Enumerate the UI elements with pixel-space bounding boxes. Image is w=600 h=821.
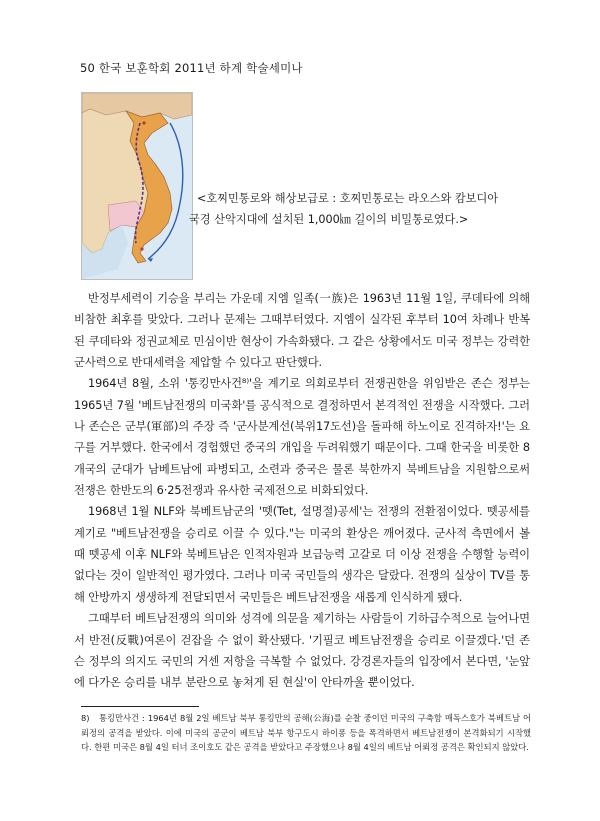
paragraph: 1964년 8월, 소위 '통킹만사건⁸⁾'을 계기로 의회로부터 전쟁권한을 위임받은 존슨 정부는 1965년 7월 '베트남전쟁의 미국화'를 공식적으로 결정하면서 본격적인 전쟁을 시작했다. 그러나 존슨은 군부(軍部)의 주장 즉 '군사분계선(북위17도선)을 돌파해 하노이로 진격하자!'는 요구를 거부했다. 한국에서 경험했던 중국의 개입을 두려워했기 때문이다. 그때 한국을 비롯한 8개국의 군대가 남베트남에 파병되고, 소련과 중국은 물론 북한까지 북베트남을 지원함으로써 전쟁은 한반도의 6·25전쟁과 유사한 국제전으로 비화되었다. xyxy=(74,377,530,498)
caption-line-1: <호찌민통로와 해상보급로 : 호찌민통로는 라오스와 캄보디아 xyxy=(197,192,499,205)
figure-caption xyxy=(189,188,532,230)
footnote-number: 8) xyxy=(81,713,90,723)
footnote xyxy=(81,711,531,755)
caption-line-2: 국경 산악지대에 설치된 1,000㎞ 길이의 비밀통로였다.> xyxy=(189,213,469,226)
footnote-text: 통킹만사건 : 1964년 8월 2일 베트남 북부 통킹만의 공해(公海)를 순찰 중이던 미국의 구축함 매독스호가 북베트남 어뢰정의 공격을 받았다. 이에 미국의 공군이 베트남 북부 항구도시 하이퐁 등을 폭격하면서 베트남전쟁이 본격화되기 시작했다. 한편 미국은 8월 4일 터너 조이호도 같은 공격을 받았다고 주장했으나 8월 4일의 베트남 어뢰정 공격은 확인되지 않았다. xyxy=(81,713,531,753)
page-header: 50 한국 보훈학회 2011년 하계 학술세미나 xyxy=(80,61,303,75)
footnote-divider xyxy=(81,706,199,707)
body-text xyxy=(74,288,530,694)
vietnam-map-image xyxy=(81,92,193,280)
map-graphic xyxy=(82,93,192,279)
paragraph: 1968년 1월 NLF와 북베트남군의 '뗏(Tet, 설명절)공세'는 전쟁의 전환점이었다. 뗏공세를 계기로 "베트남전쟁을 승리로 이끌 수 있다."는 미국의 환상은 깨어졌다. 군사적 측면에서 볼 때 뗏공세 이후 NLF와 북베트남은 인적자원과 보급능력 고갈로 더 이상 전쟁을 수행할 능력이 없다는 것이 일반적인 평가였다. 그러나 미국 국민들의 생각은 달랐다. 전쟁의 실상이 TV를 통해 안방까지 생생하게 전달되면서 국민들은 베트남전쟁을 새롭게 인식하게 됐다. xyxy=(74,505,530,604)
paragraph: 그때부터 베트남전쟁의 의미와 성격에 의문을 제기하는 사람들이 기하급수적으로 늘어나면서 반전(反戰)여론이 걷잡을 수 없이 확산됐다. '기필코 베트남전쟁을 승리로 이끌겠다.'던 존슨 정부의 의지도 국민의 거센 저항을 극복할 수 없었다. 강경론자들의 입장에서 본다면, '눈앞에 다가온 승리를 내부 분란으로 놓쳐게 된 현실'이 안타까울 뿐이었다. xyxy=(74,612,530,690)
paragraph: 반정부세력이 기승을 부리는 가운데 지엠 일족(一族)은 1963년 11월 1일, 쿠데타에 의해 비참한 최후를 맞았다. 그러나 문제는 그때부터였다. 지엠이 실각된 후부터 10여 차례나 반복된 쿠데타와 정권교체로 민심이반 현상이 가속화됐다. 그 같은 상황에서도 미국 정부는 강력한 군사력으로 반대세력을 제압할 수 있다고 판단했다. xyxy=(74,292,530,370)
